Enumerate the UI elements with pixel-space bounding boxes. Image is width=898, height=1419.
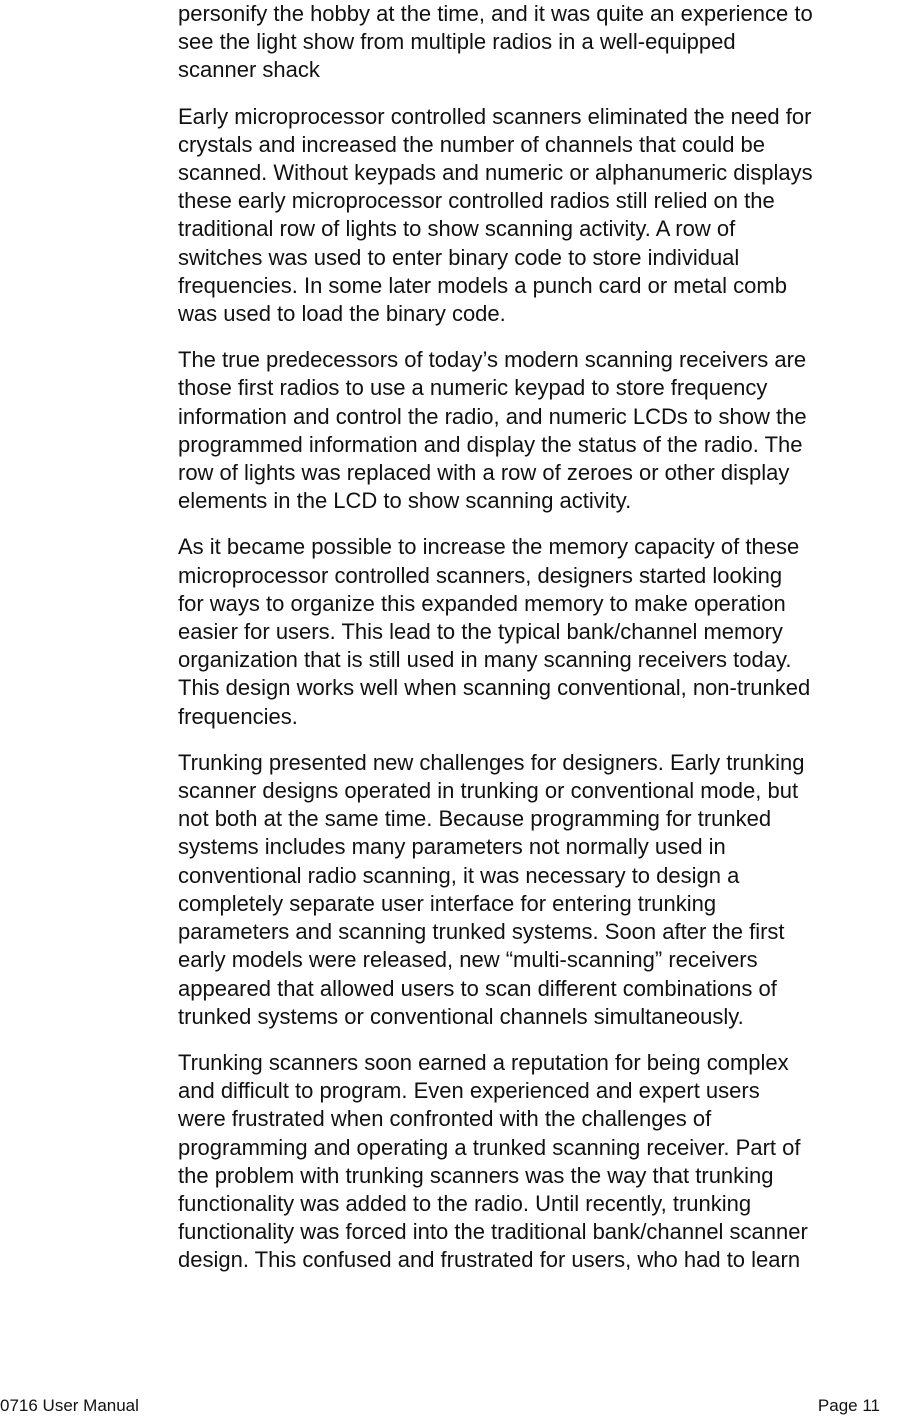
paragraph-trunking-reputation xyxy=(178,1049,898,1275)
paragraph-scanner-shack xyxy=(178,0,898,85)
text-line: scanner shack xyxy=(178,57,320,83)
text-line: As it became possible to increase the memory capacity of these xyxy=(178,534,800,560)
footer-manual-title: 0716 User Manual xyxy=(0,1396,139,1415)
text-line: and difficult to program. Even experienced and expert users xyxy=(178,1078,760,1104)
text-line: personify the hobby at the time, and it was quite an experience to xyxy=(178,1,813,26)
text-line: programming and operating a trunked scanning receiver. Part of xyxy=(178,1134,801,1160)
text-line: trunked systems or conventional channels simultaneously. xyxy=(178,1003,744,1029)
text-line: traditional row of lights to show scanning activity. A row of xyxy=(178,216,736,242)
text-line: This design works well when scanning conventional, non-trunked xyxy=(178,675,811,701)
text-line: conventional radio scanning, it was necessary to design a xyxy=(178,862,740,888)
text-line: Trunking presented new challenges for designers. Early trunking xyxy=(178,749,805,775)
text-line: programmed information and display the status of the radio. The xyxy=(178,431,803,457)
text-line: functionality was forced into the traditional bank/channel scanner xyxy=(178,1219,808,1245)
text-line: scanned. Without keypads and numeric or alphanumeric displays xyxy=(178,160,813,186)
text-line: crystals and increased the number of channels that could be xyxy=(178,131,766,157)
text-line: frequencies. xyxy=(178,703,298,729)
paragraph-true-predecessors xyxy=(178,346,898,515)
text-line: organization that is still used in many scanning receivers today. xyxy=(178,647,792,673)
text-line: systems includes many parameters not normally used in xyxy=(178,834,726,860)
text-line: functionality was added to the radio. Until recently, trunking xyxy=(178,1190,752,1216)
text-line: Early microprocessor controlled scanners eliminated the need for xyxy=(178,103,812,129)
paragraph-early-microprocessor xyxy=(178,103,898,329)
text-line: design. This confused and frustrated for users, who had to learn xyxy=(178,1247,801,1273)
text-line: row of lights was replaced with a row of zeroes or other display xyxy=(178,460,790,486)
text-line: frequencies. In some later models a punch card or metal comb xyxy=(178,272,787,298)
paragraph-trunking-challenges xyxy=(178,749,898,1031)
text-line: for ways to organize this expanded memory to make operation xyxy=(178,590,786,616)
text-line: those first radios to use a numeric keypad to store frequency xyxy=(178,375,768,401)
text-line: see the light show from multiple radios in a well-equipped xyxy=(178,29,736,55)
footer-page-number: Page 11 xyxy=(817,1396,880,1415)
text-line: these early microprocessor controlled radios still relied on the xyxy=(178,188,775,214)
text-line: were frustrated when confronted with the challenges of xyxy=(178,1106,712,1132)
text-line: The true predecessors of today’s modern scanning receivers are xyxy=(178,347,807,373)
text-line: easier for users. This lead to the typical bank/channel memory xyxy=(178,619,783,645)
manual-body-text xyxy=(178,0,898,1293)
text-line: appeared that allowed users to scan different combinations of xyxy=(178,975,777,1001)
text-line: parameters and scanning trunked systems. Soon after the first xyxy=(178,919,785,945)
text-line: the problem with trunking scanners was the way that trunking xyxy=(178,1162,774,1188)
text-line: information and control the radio, and numeric LCDs to show the xyxy=(178,403,807,429)
text-line: microprocessor controlled scanners, designers started looking xyxy=(178,562,783,588)
paragraph-memory-capacity xyxy=(178,533,898,730)
text-line: early models were released, new “multi-scanning” receivers xyxy=(178,947,758,973)
text-line: completely separate user interface for entering trunking xyxy=(178,890,717,916)
text-line: was used to load the binary code. xyxy=(178,301,506,327)
text-line: elements in the LCD to show scanning activity. xyxy=(178,488,632,514)
text-line: switches was used to enter binary code to store individual xyxy=(178,244,740,270)
text-line: not both at the same time. Because programming for trunked xyxy=(178,806,772,832)
text-line: scanner designs operated in trunking or conventional mode, but xyxy=(178,778,799,804)
text-line: Trunking scanners soon earned a reputation for being complex xyxy=(178,1049,789,1075)
